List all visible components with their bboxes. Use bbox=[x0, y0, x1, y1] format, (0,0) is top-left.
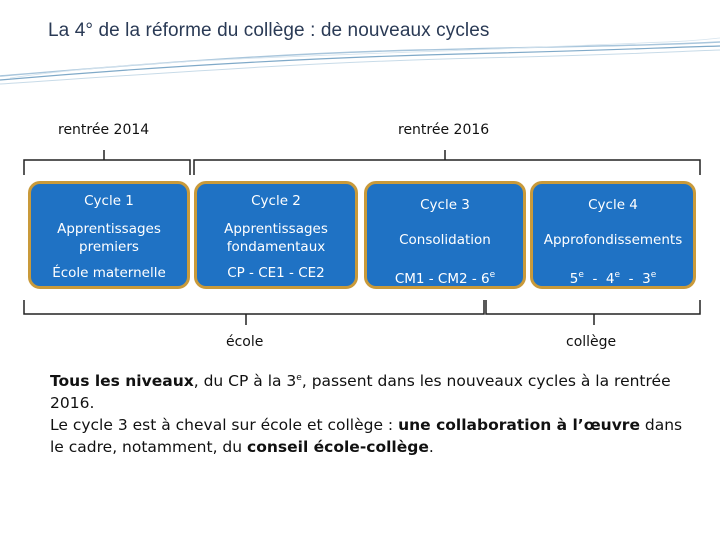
cycle-4-level-3-sup: e bbox=[650, 270, 657, 280]
cycle-4-level-5-sup: e bbox=[578, 270, 584, 280]
cycle-3-levels-sup: e bbox=[489, 270, 496, 280]
p2-bold-1: une collaboration à l’œuvre bbox=[398, 416, 640, 434]
cycle-2-name: Cycle 2 bbox=[251, 193, 301, 209]
cycle-1-desc-line1: Apprentissages bbox=[57, 221, 161, 237]
cycle-2-box bbox=[194, 181, 358, 289]
cycle-1-name: Cycle 1 bbox=[84, 193, 134, 209]
paragraph-line-1 bbox=[50, 367, 690, 414]
slide-title: La 4° de la réforme du collège : de nouveaux cycles bbox=[48, 20, 490, 41]
rentree-2016-label: rentrée 2016 bbox=[398, 122, 490, 138]
ecole-label: école bbox=[226, 334, 264, 350]
cycle-1-levels: École maternelle bbox=[52, 265, 166, 281]
p1-text-b: , passent dans les nouveaux cycles à la rentrée 2016. bbox=[50, 372, 671, 412]
cycle-2-desc-line1: Apprentissages bbox=[224, 221, 328, 237]
rentree-2014-label: rentrée 2014 bbox=[58, 122, 150, 138]
cycle-2-levels: CP - CE1 - CE2 bbox=[227, 265, 325, 281]
cycle-4-level-5: 5 bbox=[569, 271, 579, 287]
cycle-2-desc-line2: fondamentaux bbox=[226, 239, 326, 255]
cycle-4-sep-2: - bbox=[620, 271, 643, 287]
cycle-3-box bbox=[364, 181, 526, 289]
cycle-3-levels-text: CM1 - CM2 - 6 bbox=[394, 271, 490, 287]
p1-bold: Tous les niveaux bbox=[50, 372, 194, 390]
cycle-4-name: Cycle 4 bbox=[588, 197, 638, 213]
bracket-rentree-2016 bbox=[194, 150, 700, 175]
cycle-4-box bbox=[530, 181, 696, 289]
p1-sup: e bbox=[296, 373, 302, 383]
p2-text-a: Le cycle 3 est à cheval sur école et collège : bbox=[50, 416, 399, 434]
cycle-4-level-4-sup: e bbox=[614, 270, 621, 280]
explanation-paragraph bbox=[50, 367, 690, 458]
p1-text-a: , du CP à la 3 bbox=[193, 372, 297, 390]
cycle-4-levels bbox=[533, 266, 693, 288]
bracket-college bbox=[486, 300, 700, 325]
bracket-ecole bbox=[24, 300, 484, 325]
cycle-3-desc: Consolidation bbox=[399, 232, 491, 248]
p2-bold-2: conseil école-collège bbox=[247, 438, 429, 456]
cycle-4-level-4: 4 bbox=[605, 271, 615, 287]
cycle-4-level-3: 3 bbox=[642, 271, 651, 287]
cycle-4-desc: Approfondissements bbox=[543, 232, 683, 248]
p2-text-b: dans le cadre, notamment, du bbox=[50, 416, 683, 456]
cycle-3-levels bbox=[367, 266, 523, 288]
paragraph-line-2 bbox=[50, 414, 690, 458]
cycle-1-desc-line2: premiers bbox=[79, 239, 139, 255]
cycle-3-name: Cycle 3 bbox=[420, 197, 470, 213]
college-label: collège bbox=[566, 334, 617, 350]
p2-text-c: . bbox=[428, 438, 434, 456]
cycle-4-sep-1: - bbox=[583, 271, 606, 287]
cycle-1-box bbox=[28, 181, 190, 289]
bracket-rentree-2014 bbox=[24, 150, 190, 175]
